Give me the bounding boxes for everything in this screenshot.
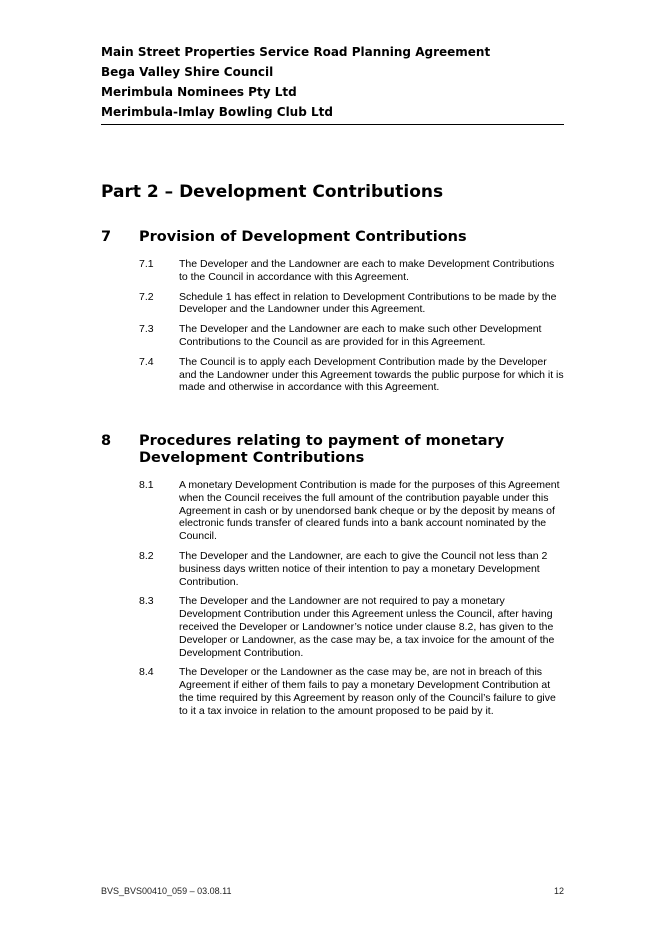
clause-8-1 xyxy=(101,479,566,543)
clause-8-2 xyxy=(101,550,566,588)
clause-7-1 xyxy=(101,258,566,284)
clause-number: 7.3 xyxy=(139,323,154,336)
clause-text: The Developer and the Landowner are each to make such other Development Contributions to the Council as are provided for in this Agreement. xyxy=(179,323,542,348)
clause-text: The Council is to apply each Development Contribution made by the Developer and the Landowner under this Agreement towards the public purpose for which it is made and otherwise in accordance with this Agreement. xyxy=(179,355,564,394)
clause-text: The Developer and the Landowner, are each to give the Council not less than 2 business days written notice of their intention to pay a monetary Development Contribution. xyxy=(179,549,548,588)
clause-7-2 xyxy=(101,291,566,317)
document-footer xyxy=(101,886,564,897)
header-party-council: Bega Valley Shire Council xyxy=(101,65,274,79)
section-number: 7 xyxy=(101,229,112,245)
section-heading xyxy=(101,229,566,246)
section-7 xyxy=(101,229,566,394)
page-number: 12 xyxy=(553,886,564,896)
clause-text: The Developer and the Landowner are each to make Development Contributions to the Council in accordance with this Agreement. xyxy=(179,258,555,283)
section-heading xyxy=(101,433,566,467)
clause-list xyxy=(101,258,566,394)
section-title: Procedures relating to payment of monetary Development Contributions xyxy=(139,433,505,466)
section-8 xyxy=(101,433,566,718)
clause-text: The Developer and the Landowner are not required to pay a monetary Development Contribution under this Agreement unless the Council, after having received the Developer or Landowner’s notice under clause 8.2, has given to the Developer or Landowner, as the case may be, a tax invoice for the amount of the Development Contribution. xyxy=(179,595,555,659)
section-title: Provision of Development Contributions xyxy=(139,229,467,245)
clause-number: 8.3 xyxy=(139,595,154,608)
clause-text: Schedule 1 has effect in relation to Development Contributions to be made by the Developer and the Landowner under this Agreement. xyxy=(179,290,557,316)
clause-number: 8.1 xyxy=(139,479,154,491)
clause-number: 8.2 xyxy=(139,549,154,562)
footer-reference: BVS_BVS00410_059 – 03.08.11 xyxy=(101,886,232,896)
clause-text: A monetary Development Contribution is made for the purposes of this Agreement when the Council receives the full amount of the contribution payable under this Agreement in cash or by unendorsed bank cheque or by the deposit by means of electronic funds transfer of cleared funds into a bank account nominated by the Council. xyxy=(179,479,560,543)
clause-number: 8.4 xyxy=(139,666,154,679)
clause-number: 7.2 xyxy=(139,290,154,303)
clause-7-3 xyxy=(101,323,566,349)
clause-text: The Developer or the Landowner as the case may be, are not in breach of this Agreement if either of them fails to pay a monetary Development Contribution at the time required by this Agreement by reason only of the Council’s failure to give to it a tax invoice in relation to the amount proposed to be paid by it. xyxy=(179,666,556,717)
clause-7-4 xyxy=(101,356,566,394)
clause-number: 7.1 xyxy=(139,258,154,270)
clause-number: 7.4 xyxy=(139,355,154,368)
header-party-bowling-club: Merimbula-Imlay Bowling Club Ltd xyxy=(101,105,333,119)
header-agreement-title: Main Street Properties Service Road Planning Agreement xyxy=(101,45,491,59)
clause-list xyxy=(101,479,566,718)
clause-8-3 xyxy=(101,595,566,659)
part-title: Part 2 – Development Contributions xyxy=(101,182,444,202)
header-party-nominees: Merimbula Nominees Pty Ltd xyxy=(101,85,297,99)
clause-8-4 xyxy=(101,666,566,717)
section-number: 8 xyxy=(101,433,112,449)
document-header xyxy=(101,42,564,125)
